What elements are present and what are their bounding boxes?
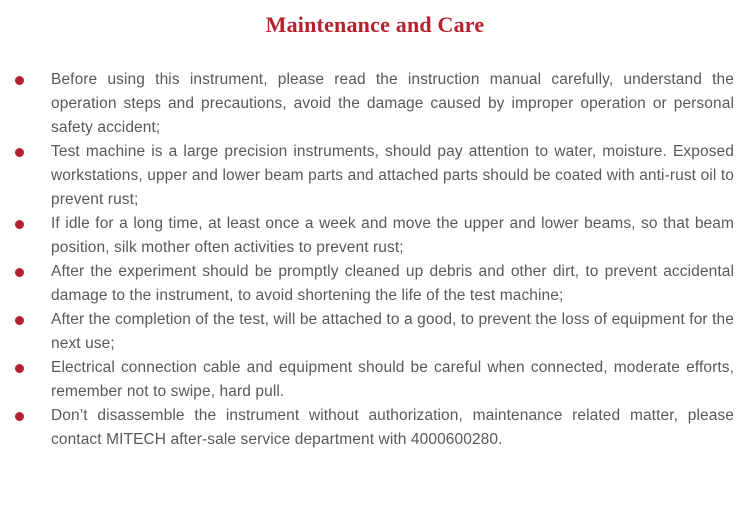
bullet-icon [15,220,24,229]
list-item [0,140,734,212]
list-item-text: Test machine is a large precision instruments, should pay attention to water, moisture. Exposed workstations, upper and lower beam parts and attached parts should be coated with anti-rust oil to prevent rust; [51,143,734,208]
bullet-icon [15,76,24,85]
list-item [0,356,734,404]
list-item-text: After the completion of the test, will be attached to a good, to prevent the loss of equipment for the next use; [51,311,734,352]
list-item [0,308,734,356]
bullet-icon [15,412,24,421]
bullet-icon [15,316,24,325]
list-item-text: After the experiment should be promptly cleaned up debris and other dirt, to prevent accidental damage to the instrument, to avoid shortening the life of the test machine; [51,263,734,304]
bullet-icon [15,268,24,277]
list-item [0,260,734,308]
list-item [0,212,734,260]
page-title: Maintenance and Care [265,12,485,37]
list-item-text: Don’t disassemble the instrument without authorization, maintenance related matter, please contact MITECH after-sale service department with 4000600280. [51,407,734,448]
bullet-icon [15,148,24,157]
bullet-icon [15,364,24,373]
maintenance-list [0,68,750,452]
list-item-text: If idle for a long time, at least once a week and move the upper and lower beams, so that beam position, silk mother often activities to prevent rust; [51,215,734,256]
list-item [0,404,734,452]
list-item-text: Before using this instrument, please read the instruction manual carefully, understand the operation steps and precautions, avoid the damage caused by improper operation or personal safety accident; [51,71,734,136]
list-item-text: Electrical connection cable and equipment should be careful when connected, moderate efforts, remember not to swipe, hard pull. [51,359,734,400]
list-item [0,68,734,140]
